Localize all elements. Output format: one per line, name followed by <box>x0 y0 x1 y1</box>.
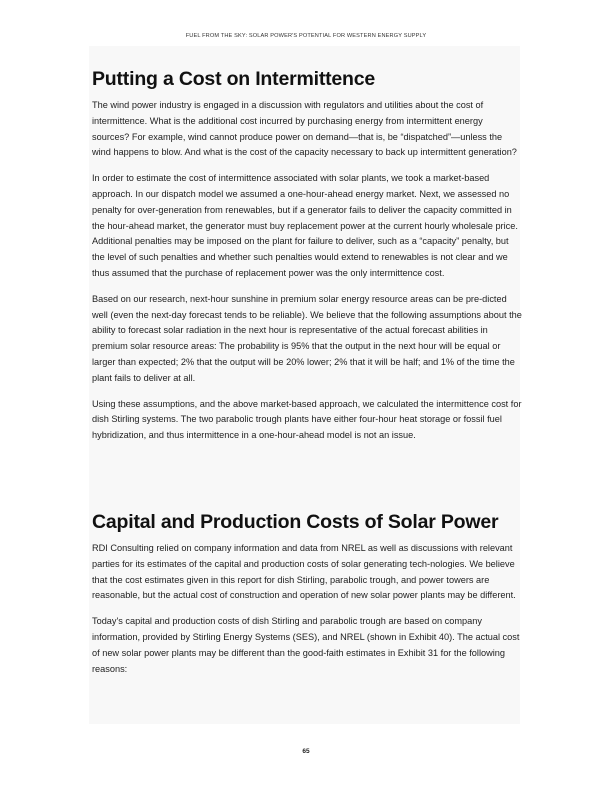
section-capital-costs <box>92 509 522 687</box>
paragraph: Using these assumptions, and the above market-based approach, we calculated the intermittence cost for dish Stirling systems. The two parabolic trough plants have either four-hour heat storage or fossil fuel hybridization, and thus intermittence in a one-hour-ahead model is not an issue. <box>92 398 522 441</box>
section-heading: Capital and Production Costs of Solar Power <box>92 511 499 533</box>
running-header: FUEL FROM THE SKY: SOLAR POWER'S POTENTIAL FOR WESTERN ENERGY SUPPLY <box>185 33 427 39</box>
paragraph: The wind power industry is engaged in a discussion with regulators and utilities about the cost of intermittence. What is the additional cost incurred by purchasing energy from intermittent energy sources? For example, wind cannot produce power on demand—that is, be “dispatched”—unless the wind happens to blow. And what is the cost of the capacity necessary to back up intermittent generation? <box>92 100 517 158</box>
section-heading: Putting a Cost on Intermittence <box>92 68 376 90</box>
paragraph: In order to estimate the cost of intermittence associated with solar plants, we took a market-based approach. In our dispatch model we assumed a one-hour-ahead energy market. Next, we assessed no penalty for over-generation from renewables, but if a generator fails to deliver the capacity committed in the hour-ahead market, the generator must buy replacement power at the current hourly wholesale price. Additional penalties may be imposed on the plant for failure to deliver, such as a “capacity” penalty, but the level of such penalties and whether such penalties would extend to renewables is not clear and we thus assumed that the purchase of replacement power was the only intermittence cost. <box>92 173 518 278</box>
section-intermittence <box>92 66 522 454</box>
paragraph: RDI Consulting relied on company information and data from NREL as well as discussions with relevant parties for its estimates of the capital and production costs of solar generating tech-nologies. We believe that the cost estimates given in this report for dish Stirling, parabolic trough, and power towers are reasonable, but the actual cost of construction and operation of new solar power plants may be different. <box>92 543 516 601</box>
paragraph: Based on our research, next-hour sunshine in premium solar energy resource areas can be pre-dicted well (even the next-day forecast tends to be reliable). We believe that the following assumptions about the ability to forecast solar radiation in the next hour is representative of the actual forecast abilities in premium solar resource areas: The probability is 95% that the output in the next hour will be equal or larger than expected; 2% that the output will be 20% lower; 2% that it will be half; and 1% of the time the plant fails to deliver at all. <box>92 293 522 383</box>
paragraph: Today's capital and production costs of dish Stirling and parabolic trough are based on company information, provided by Stirling Energy Systems (SES), and NREL (shown in Exhibit 40). The actual cost of new solar power plants may be different than the good-faith estimates in Exhibit 31 for the following reasons: <box>92 616 520 674</box>
page-number: 65 <box>302 748 310 755</box>
